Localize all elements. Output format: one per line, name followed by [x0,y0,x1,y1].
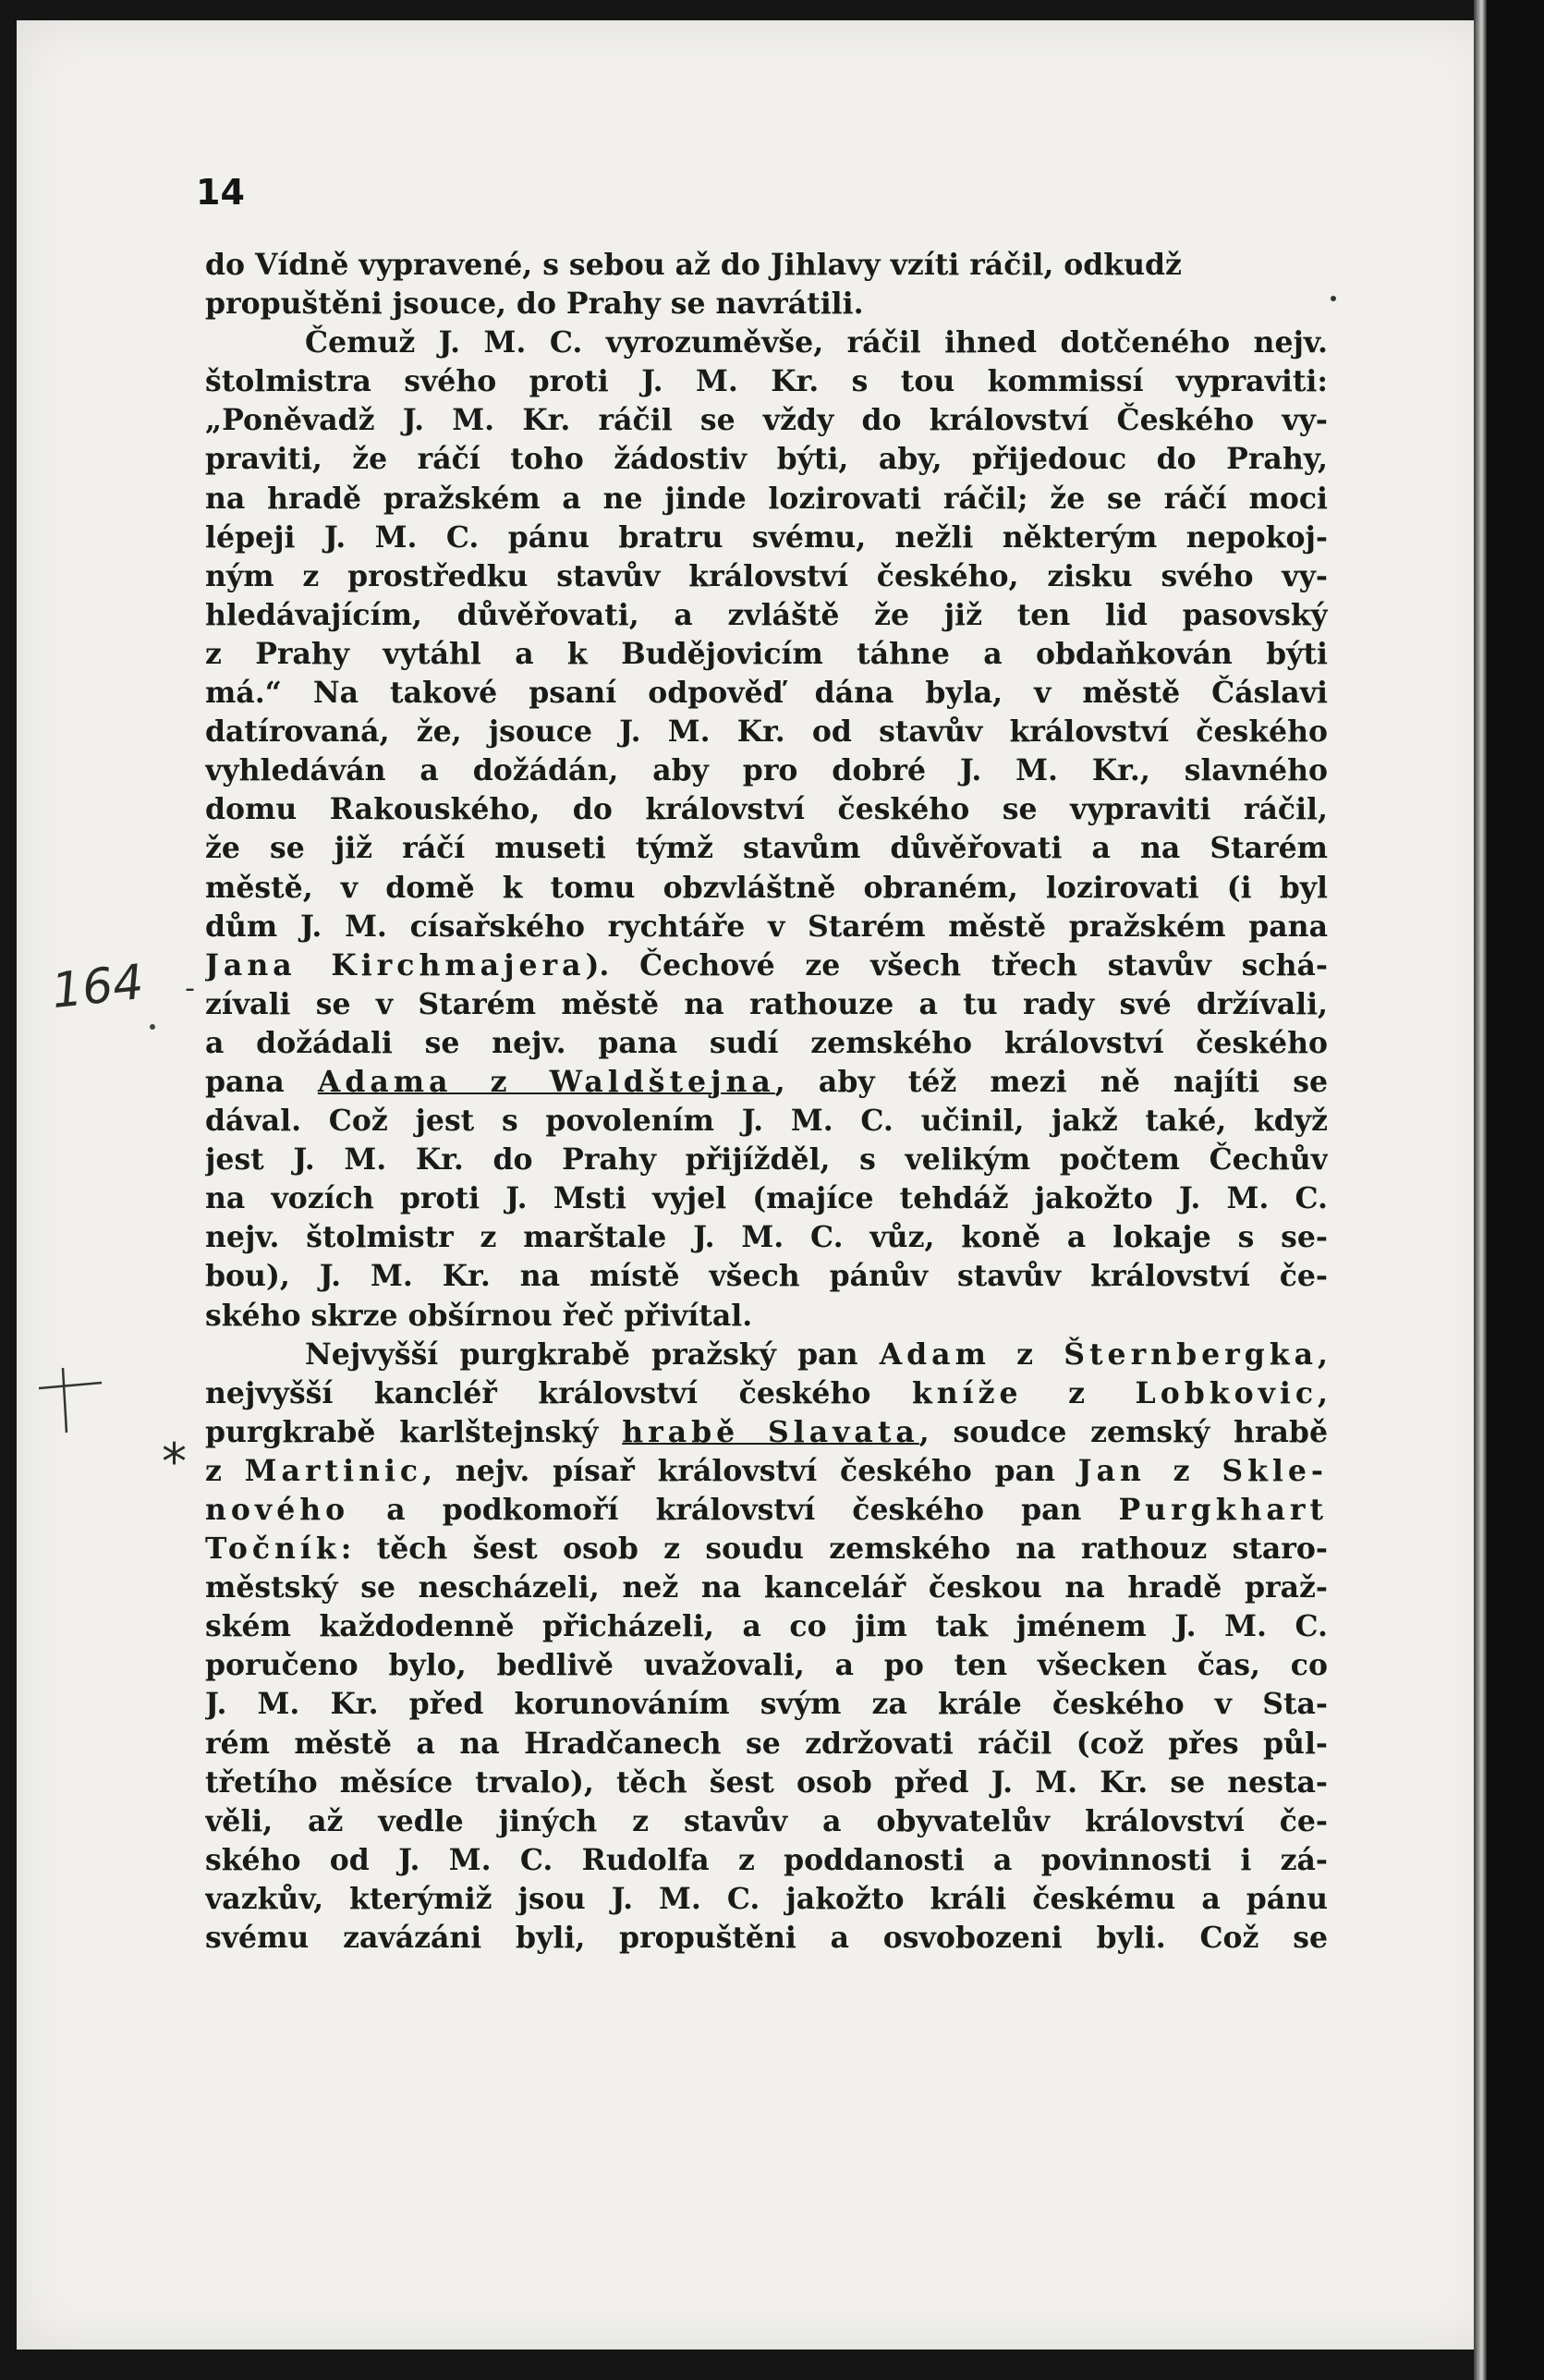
emphasized-name: Adama z Waldštejna [317,1064,775,1099]
text-run: poručeno bylo, bedlivě uvažovali, a po ten všecken čas, co [205,1648,1328,1683]
text-line [205,362,1328,401]
text-line [205,790,1328,829]
text-line [205,1024,1328,1063]
text-line [205,1141,1328,1179]
speck [1331,296,1336,301]
emphasized-name: Jana Kirchmajera [205,947,586,983]
text-run: městský se nescházeli, než na kancelář českou na hradě praž- [205,1570,1328,1605]
text-run: Nejvyšší purgkrabě pražský pan [305,1336,880,1372]
text-line [205,1685,1328,1724]
text-run: lépeji J. M. C. pánu bratru svému, nežli některým nepokoj- [205,519,1328,555]
text-line [205,557,1328,596]
text-run: štolmistra svého proti J. M. Kr. s tou kommissí vypraviti: [205,364,1328,399]
scan-edge [1487,0,1544,2380]
text-run: zívali se v Starém městě na rathouze a tu rady své držívali, [205,986,1328,1021]
text-run: ným z prostředku stavův království českého, zisku svého vy- [205,558,1328,593]
emphasized-name: Adam z Šternbergka [879,1336,1319,1372]
page-number: 14 [196,172,245,213]
text-run: , soudce zemský hrabě [918,1414,1328,1449]
text-run: vazkův, kterýmiž jsou J. M. C. jakožto králi českému a pánu [205,1881,1328,1916]
text-line [205,1530,1328,1568]
text-run: Čemuž J. M. C. vyrozuměvše, ráčil ihned dotčeného nejv. [305,325,1328,360]
text-run: ). Čechové ze všech třech stavův schá- [585,947,1328,983]
text-line [205,519,1328,557]
text-run: , aby též mezi ně najíti se [774,1064,1328,1099]
text-run: bou), J. M. Kr. na místě všech pánův stavův království če- [205,1259,1328,1294]
text-run: „Poněvadž J. M. Kr. ráčil se vždy do království Českého vy- [205,403,1328,438]
emphasized-name: Točník [205,1532,341,1567]
text-run: na vozích proti J. Msti vyjel (majíce tehdáž jakožto J. M. C. [205,1181,1328,1216]
text-line [205,401,1328,440]
text-run: hledávajícím, důvěřovati, a zvláště že již ten lid pasovský [205,597,1328,632]
text-line [205,829,1328,868]
text-line [205,635,1328,674]
text-run: , [1318,1336,1328,1372]
text-line [205,596,1328,635]
text-run: praviti, že ráčí toho žádostiv býti, aby, přijedouc do Prahy, [205,442,1328,477]
text-line [205,908,1328,946]
text-run: z Prahy vytáhl a k Budějovicím táhne a obdaňkován býti [205,636,1328,671]
text-run: že se již ráčí museti týmž stavům důvěřovati a na Starém [205,831,1328,866]
text-run: a dožádali se nejv. pana sudí zemského království českého [205,1025,1328,1060]
text-run: má.“ Na takové psaní odpověď dána byla, v městě Čáslavi [205,676,1328,711]
emphasized-name: Martinic [244,1453,423,1488]
text-line [205,246,1328,285]
text-line [205,480,1328,519]
text-line [205,1336,1328,1374]
text-line [205,1802,1328,1841]
emphasized-name: kníže z Lobkovic [911,1375,1319,1410]
text-line [205,1646,1328,1685]
text-line [205,1764,1328,1802]
text-run: vyhledáván a dožádán, aby pro dobré J. M. Kr., slavného [205,753,1328,788]
speck [150,1024,155,1030]
star-mark: * [162,1433,187,1491]
text-run: městě, v domě k tomu obzvláštně obraném, lozirovati (i byl [205,870,1328,905]
emphasized-name: nového [205,1493,350,1527]
text-line [205,1257,1328,1296]
text-line [205,1374,1328,1413]
text-run: z [205,1453,245,1488]
text-line [205,946,1328,985]
emphasized-name: Jan z Skle- [1077,1453,1328,1488]
text-run: svému zavázáni byli, propuštěni a osvobozeni byli. Což se [205,1921,1328,1956]
margin-cross-mark [35,1361,109,1434]
text-run: : těch šest osob z soudu zemského na rathouz staro- [340,1532,1328,1567]
emphasized-name: hrabě Slavata [622,1414,919,1449]
book-spine [1474,0,1487,2380]
text-run: dával. Což jest s povolením J. M. C. učinil, jakž také, když [205,1104,1328,1139]
text-run: , nejv. písař království českého pan [422,1453,1078,1488]
text-run: J. M. Kr. před korunováním svým za krále českého v Sta- [205,1687,1328,1722]
text-line [205,869,1328,908]
margin-number: 164 [49,954,147,1020]
text-run: dům J. M. císařského rychtáře v Starém městě pražském pana [205,909,1328,944]
emphasized-name: Purgkhart [1118,1493,1328,1527]
text-run: ském každodenně přicházeli, a co jim tak jménem J. M. C. [205,1609,1328,1644]
text-run: věli, až vedle jiných z stavův a obyvatelův království če- [205,1803,1328,1838]
text-line [205,1297,1328,1336]
text-line [205,713,1328,751]
text-run: třetího měsíce trvalo), těch šest osob před J. M. Kr. se nesta- [205,1764,1328,1800]
text-line [205,1568,1328,1607]
text-run: rém městě a na Hradčanech se zdržovati ráčil (což přes půl- [205,1726,1328,1761]
text-line [205,1102,1328,1141]
text-line [205,1841,1328,1880]
text-line [205,1413,1328,1452]
text-line [205,985,1328,1024]
text-run: propuštěni jsouce, do Prahy se navrátili. [205,287,864,322]
text-run: domu Rakouského, do království českého se vypraviti ráčil, [205,792,1328,827]
body-text [205,246,1328,1958]
text-run: ského od J. M. C. Rudolfa z poddanosti a povinnosti i zá- [205,1842,1328,1877]
text-line [205,1179,1328,1218]
text-line [205,751,1328,790]
text-run: nejv. štolmistr z marštale J. M. C. vůz, koně a lokaje s se- [205,1220,1328,1255]
text-run: datírovaná, že, jsouce J. M. Kr. od stavův království českého [205,714,1328,750]
text-run: ského skrze obšírnou řeč přivítal. [205,1298,753,1333]
text-line [205,1607,1328,1646]
text-line [205,323,1328,362]
text-run: a podkomoří království českého pan [349,1493,1119,1527]
text-line [205,1919,1328,1958]
text-line [205,674,1328,713]
text-line [205,1218,1328,1257]
text-line [205,1452,1328,1491]
text-run: do Vídně vypravené, s sebou až do Jihlavy vzíti ráčil, odkudž [205,248,1182,282]
text-run: purgkrabě karlštejnský [205,1414,623,1449]
text-line [205,1725,1328,1764]
text-run: , [1318,1375,1328,1410]
text-run: na hradě pražském a ne jinde lozirovati ráčil; že se ráčí moci [205,481,1328,516]
text-line [205,1063,1328,1102]
margin-dash: - [185,972,195,1005]
text-line [205,1880,1328,1919]
text-run: pana [205,1064,318,1099]
text-run: jest J. M. Kr. do Prahy přijížděl, s velikým počtem Čechův [205,1142,1328,1178]
text-line [205,1491,1328,1530]
text-line [205,440,1328,479]
text-run: nejvyšší kancléř království českého [205,1375,912,1410]
text-line [205,285,1328,323]
